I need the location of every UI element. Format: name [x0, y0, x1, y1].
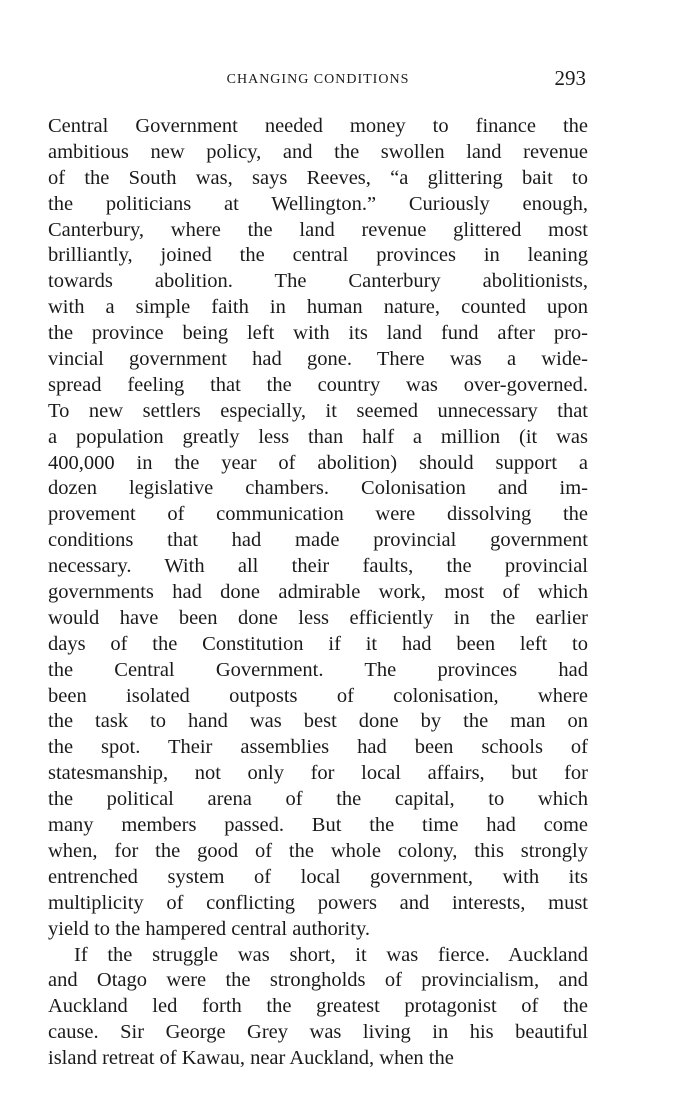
text-line: the politicians at Wellington.” Curiously enough, [48, 192, 588, 215]
text-line: many members passed. But the time had come [48, 814, 588, 837]
text-line: If the struggle was short, it was fierce. Auckland [74, 943, 588, 966]
text-line: yield to the hampered central authority. [48, 917, 370, 940]
text-line: vincial government had gone. There was a wide- [48, 348, 588, 371]
text-line: days of the Constitution if it had been left to [48, 632, 588, 655]
text-line: the political arena of the capital, to which [48, 788, 588, 811]
text-line: the task to hand was best done by the man on [48, 710, 588, 733]
text-line: spread feeling that the country was over-governed. [48, 373, 588, 396]
paragraph-2 [48, 943, 588, 1072]
text-line: provement of communication were dissolving the [48, 503, 588, 526]
text-line: a population greatly less than half a million (it was [48, 425, 588, 448]
text-line: with a simple faith in human nature, counted upon [48, 296, 588, 319]
body-text [48, 114, 588, 1072]
text-line: multiplicity of conflicting powers and interests, must [48, 891, 588, 914]
text-line: the province being left with its land fund after pro- [48, 322, 588, 345]
running-title: CHANGING CONDITIONS [226, 72, 410, 87]
text-line: when, for the good of the whole colony, this strongly [48, 839, 588, 862]
paragraph-1 [48, 114, 588, 943]
text-line: the Central Government. The provinces had [48, 658, 588, 681]
text-line: of the South was, says Reeves, “a glittering bait to [48, 166, 588, 189]
text-line: ambitious new policy, and the swollen land revenue [48, 140, 588, 163]
running-head [48, 66, 588, 94]
text-line: conditions that had made provincial government [48, 529, 588, 552]
text-line: cause. Sir George Grey was living in his beautiful [48, 1021, 588, 1044]
text-line: statesmanship, not only for local affairs, but for [48, 762, 588, 785]
text-line: and Otago were the strongholds of provincialism, and [48, 969, 588, 992]
text-line: brilliantly, joined the central provinces in leaning [48, 244, 588, 267]
text-line: would have been done less efficiently in the earlier [48, 606, 588, 629]
text-line: necessary. With all their faults, the provincial [48, 555, 588, 578]
text-line: dozen legislative chambers. Colonisation and im- [48, 477, 588, 500]
text-line: Canterbury, where the land revenue glittered most [48, 218, 588, 241]
text-line: entrenched system of local government, with its [48, 865, 588, 888]
page-number: 293 [554, 66, 586, 90]
text-line: To new settlers especially, it seemed unnecessary that [48, 399, 588, 422]
text-line: Auckland led forth the greatest protagonist of the [48, 995, 588, 1018]
text-line: towards abolition. The Canterbury abolitionists, [48, 270, 588, 293]
text-line: been isolated outposts of colonisation, where [48, 684, 588, 707]
text-line: 400,000 in the year of abolition) should support a [48, 451, 588, 474]
text-line: island retreat of Kawau, near Auckland, when the [48, 1047, 454, 1070]
text-line: Central Government needed money to finance the [48, 115, 588, 137]
text-line: governments had done admirable work, most of which [48, 581, 588, 604]
text-line: the spot. Their assemblies had been schools of [48, 736, 588, 759]
